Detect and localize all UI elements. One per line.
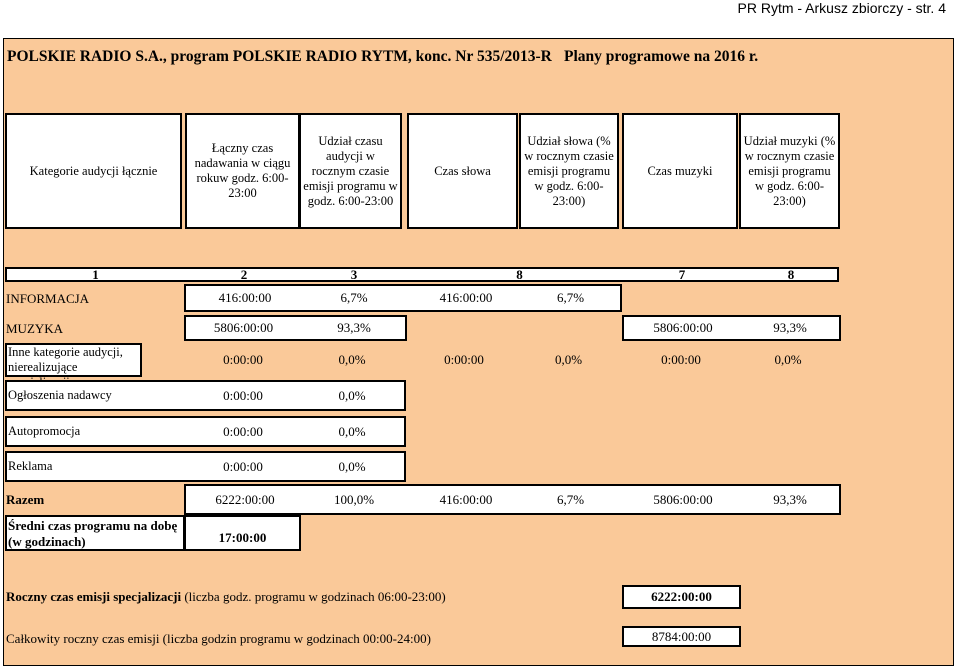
roczny-label: Roczny czas emisji specjalizacji (liczba godz. programu w godzinach 06:00-23:00) bbox=[6, 589, 446, 604]
col-header-czas-muzyki: Czas muzyki bbox=[622, 113, 738, 229]
document-title: POLSKIE RADIO S.A., program POLSKIE RADIO RYTM, konc. Nr 535/2013-R bbox=[7, 48, 552, 65]
row-label-reklama: Reklama bbox=[8, 459, 53, 473]
value-cell: 416:00:00 bbox=[439, 290, 493, 305]
value-cell: 0:00:00 bbox=[661, 352, 701, 367]
row-muzyka-box-left bbox=[184, 315, 407, 341]
value-cell: 0:00:00 bbox=[223, 458, 263, 474]
value-cell: 6,7% bbox=[556, 290, 585, 305]
value-cell: 0:00:00 bbox=[223, 387, 263, 403]
value-cell: 100,0% bbox=[333, 491, 375, 507]
value-cell: 6,7% bbox=[556, 491, 585, 507]
value-cell: 5806:00:00 bbox=[213, 320, 274, 335]
row-razem-box bbox=[184, 484, 841, 515]
calkowity-value: 8784:00:00 bbox=[622, 626, 741, 647]
row-label-inne: Inne kategorie audycji, nierealizujące bbox=[8, 345, 123, 374]
value-cell: 0,0% bbox=[554, 352, 583, 367]
row-informacja-box bbox=[184, 284, 622, 312]
calkowity-label: Całkowity roczny czas emisji (liczba godzin programu w godzinach 00:00-24:00) bbox=[6, 631, 431, 646]
page-header: PR Rytm - Arkusz zbiorczy - str. 4 bbox=[737, 0, 946, 16]
column-numbers-row bbox=[5, 267, 839, 282]
document-subtitle: Plany programowe na 2016 r. bbox=[564, 48, 759, 65]
value-cell: 416:00:00 bbox=[218, 290, 272, 305]
column-number: 7 bbox=[678, 266, 686, 282]
col-header-udzial-slowa: Udział słowa (% w rocznym czasie emisji programu w godz. 6:00-23:00) bbox=[519, 113, 619, 229]
value-cell: 0,0% bbox=[338, 352, 366, 367]
value-cell: 93,3% bbox=[773, 491, 807, 507]
col-header-czas-slowa: Czas słowa bbox=[407, 113, 518, 229]
row-label-autopromocja: Autopromocja bbox=[8, 424, 81, 438]
value-cell: 5806:00:00 bbox=[653, 491, 713, 507]
value-cell: 93,3% bbox=[773, 320, 807, 335]
col-header-laczny: Łączny czas nadawania w ciągu rokuw godz. 6:00-23:00 bbox=[185, 113, 300, 229]
row-label-muzyka: MUZYKA bbox=[6, 320, 64, 336]
value-cell: 416:00:00 bbox=[439, 491, 493, 507]
row-muzyka-box-right bbox=[622, 315, 841, 341]
row-label-inne-box bbox=[5, 343, 142, 377]
sheet bbox=[3, 38, 954, 666]
value-cell: 6222:00:00 bbox=[215, 491, 275, 507]
sredni-label-box bbox=[5, 515, 185, 551]
column-number: 8 bbox=[516, 266, 523, 282]
row-label-informacja: INFORMACJA bbox=[6, 290, 90, 306]
value-cell: 0,0% bbox=[338, 458, 366, 474]
value-cell: 0,0% bbox=[774, 352, 802, 367]
roczny-value: 6222:00:00 bbox=[622, 585, 741, 609]
value-cell: 0:00:00 bbox=[444, 352, 484, 367]
col-header-kategorie: Kategorie audycji łącznie bbox=[5, 113, 182, 229]
col-header-udzial-muzyki: Udział muzyki (% w rocznym czasie emisji programu w godz. 6:00-23:00) bbox=[739, 113, 840, 229]
column-number: 3 bbox=[350, 266, 358, 282]
value-cell: 0,0% bbox=[338, 387, 366, 403]
row-label-razem: Razem bbox=[6, 492, 45, 507]
row-ogloszenia-box bbox=[5, 380, 406, 411]
value-cell: 0:00:00 bbox=[223, 423, 263, 439]
value-cell: 5806:00:00 bbox=[653, 320, 713, 335]
column-number: 8 bbox=[787, 266, 795, 282]
col-header-udzial-czasu: Udział czasu audycji w rocznym czasie emisji programu w godz. 6:00-23:00 bbox=[299, 113, 402, 229]
value-cell: 0:00:00 bbox=[223, 352, 263, 367]
value-cell: 93,3% bbox=[337, 320, 371, 335]
row-autopromocja-box bbox=[5, 416, 406, 447]
sredni-label-2: (w godzinach) bbox=[8, 534, 86, 549]
row-reklama-box bbox=[5, 451, 406, 482]
column-number: 2 bbox=[240, 266, 248, 282]
column-number: 1 bbox=[92, 266, 99, 282]
sredni-value: 17:00:00 bbox=[184, 515, 301, 551]
row-label-ogloszenia: Ogłoszenia nadawcy bbox=[8, 388, 112, 402]
value-cell: 0,0% bbox=[338, 423, 366, 439]
value-cell: 6,7% bbox=[340, 290, 368, 305]
sredni-label-1: Średni czas programu na dobę bbox=[8, 518, 178, 533]
